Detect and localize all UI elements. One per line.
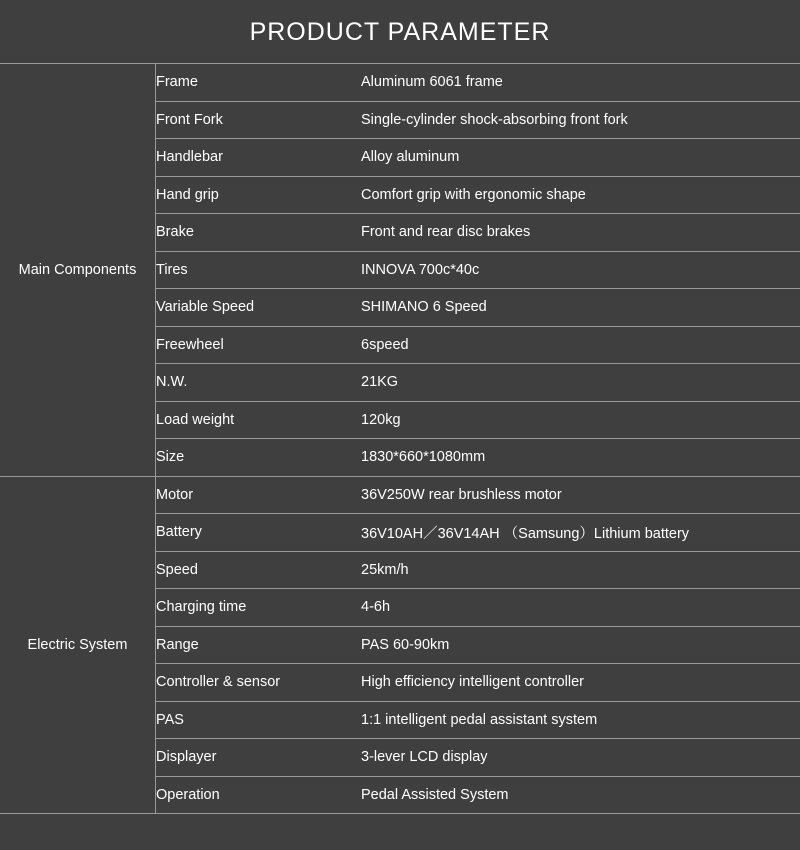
row-key: Operation [156,776,362,814]
row-value: High efficiency intelligent controller [361,664,800,702]
table-row [0,476,800,514]
row-value: Comfort grip with ergonomic shape [361,176,800,214]
row-key: Size [156,439,362,477]
row-key: Front Fork [156,101,362,139]
group-label-electric-system: Electric System [0,476,156,814]
row-key: Frame [156,64,362,102]
row-key: PAS [156,701,362,739]
row-key: Battery [156,514,362,552]
row-key: Freewheel [156,326,362,364]
table-body [0,64,800,814]
row-value: 21KG [361,364,800,402]
row-value: Front and rear disc brakes [361,214,800,252]
row-value: SHIMANO 6 Speed [361,289,800,327]
row-value: 25km/h [361,551,800,589]
row-value: INNOVA 700c*40c [361,251,800,289]
row-value: 1830*660*1080mm [361,439,800,477]
row-value: Single-cylinder shock-absorbing front fork [361,101,800,139]
row-value: Aluminum 6061 frame [361,64,800,102]
row-key: Handlebar [156,139,362,177]
row-value: 36V250W rear brushless motor [361,476,800,514]
row-value: 3-lever LCD display [361,739,800,777]
row-value: 36V10AH／36V14AH （Samsung）Lithium battery [361,514,800,552]
row-value: 120kg [361,401,800,439]
row-value: 6speed [361,326,800,364]
row-key: Controller & sensor [156,664,362,702]
row-key: Variable Speed [156,289,362,327]
row-key: N.W. [156,364,362,402]
row-key: Motor [156,476,362,514]
row-value: 4-6h [361,589,800,627]
row-value: Alloy aluminum [361,139,800,177]
row-value: Pedal Assisted System [361,776,800,814]
row-key: Hand grip [156,176,362,214]
row-value: PAS 60-90km [361,626,800,664]
row-key: Displayer [156,739,362,777]
row-key: Tires [156,251,362,289]
row-value: 1:1 intelligent pedal assistant system [361,701,800,739]
group-label-main-components: Main Components [0,64,156,477]
table-row [0,64,800,102]
page-title: PRODUCT PARAMETER [249,18,551,46]
row-key: Brake [156,214,362,252]
row-key: Load weight [156,401,362,439]
row-key: Charging time [156,589,362,627]
row-key: Range [156,626,362,664]
bottom-spacer [0,814,800,832]
product-parameter-table [0,63,800,814]
row-key: Speed [156,551,362,589]
